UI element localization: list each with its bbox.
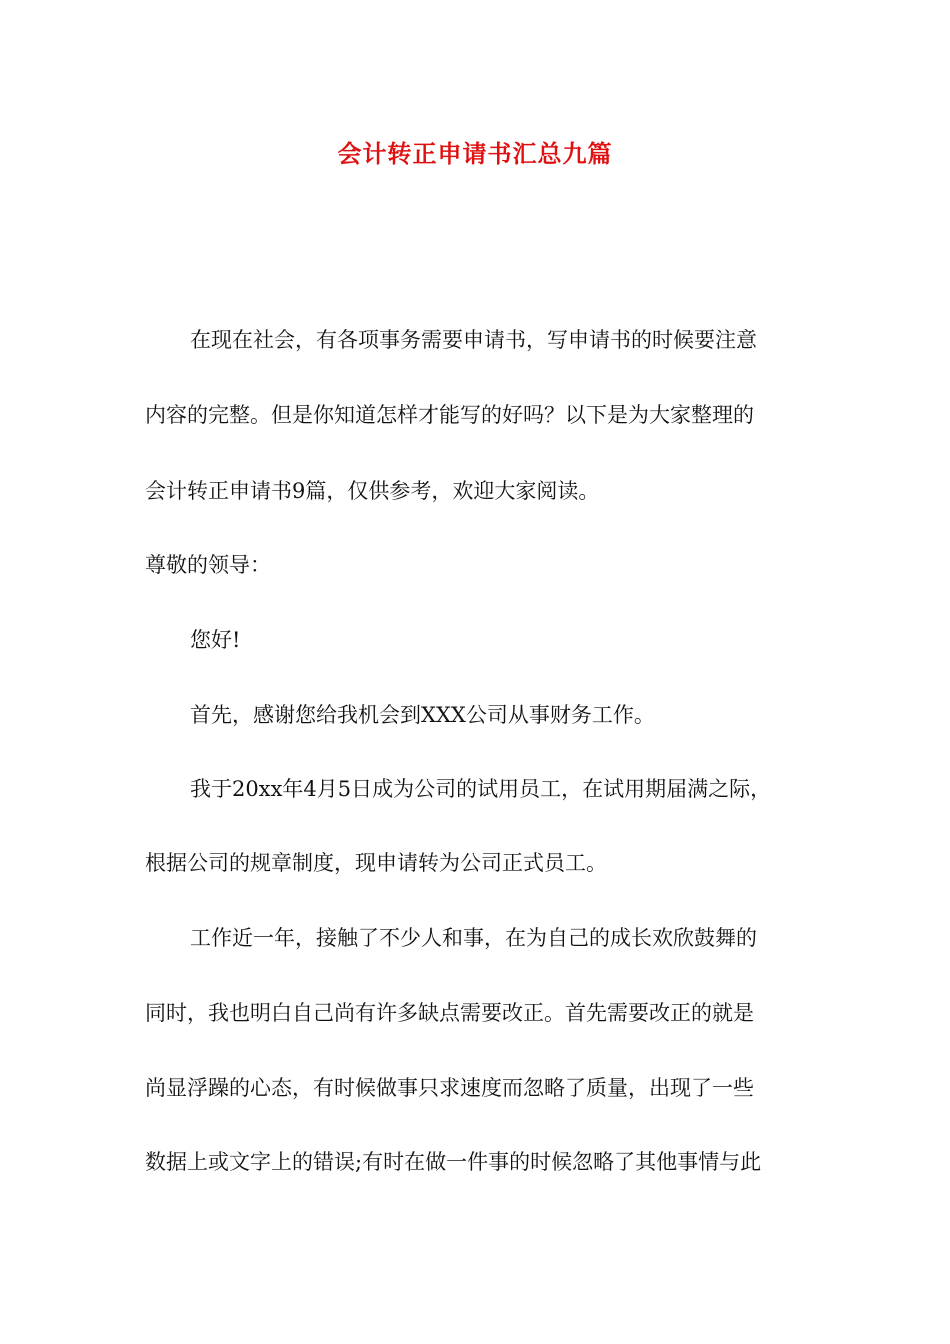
greeting-line: 您好! bbox=[190, 628, 241, 652]
paragraph-line: 同时，我也明白自己尚有许多缺点需要改正。首先需要改正的就是 bbox=[145, 1001, 754, 1025]
paragraph-line: 会计转正申请书9篇，仅供参考，欢迎大家阅读。 bbox=[145, 479, 600, 503]
paragraph-line: 在现在社会，有各项事务需要申请书，写申请书的时候要注意 bbox=[190, 328, 757, 352]
salutation-line: 尊敬的领导： bbox=[145, 553, 271, 577]
paragraph-line: 内容的完整。但是你知道怎样才能写的好吗？以下是为大家整理的 bbox=[145, 403, 754, 427]
paragraph-line: 根据公司的规章制度，现申请转为公司正式员工。 bbox=[145, 851, 607, 875]
paragraph-line: 工作近一年，接触了不少人和事，在为自己的成长欢欣鼓舞的 bbox=[190, 926, 757, 950]
document-title: 会计转正申请书汇总九篇 bbox=[337, 139, 613, 168]
paragraph-line: 我于20xx年4月5日成为公司的试用员工，在试用期届满之际， bbox=[190, 777, 772, 801]
paragraph-line: 数据上或文字上的错误;有时在做一件事的时候忽略了其他事情与此 bbox=[145, 1150, 762, 1174]
paragraph-line: 尚显浮躁的心态，有时候做事只求速度而忽略了质量，出现了一些 bbox=[145, 1076, 754, 1100]
paragraph-line: 首先，感谢您给我机会到XXX公司从事财务工作。 bbox=[190, 703, 655, 727]
